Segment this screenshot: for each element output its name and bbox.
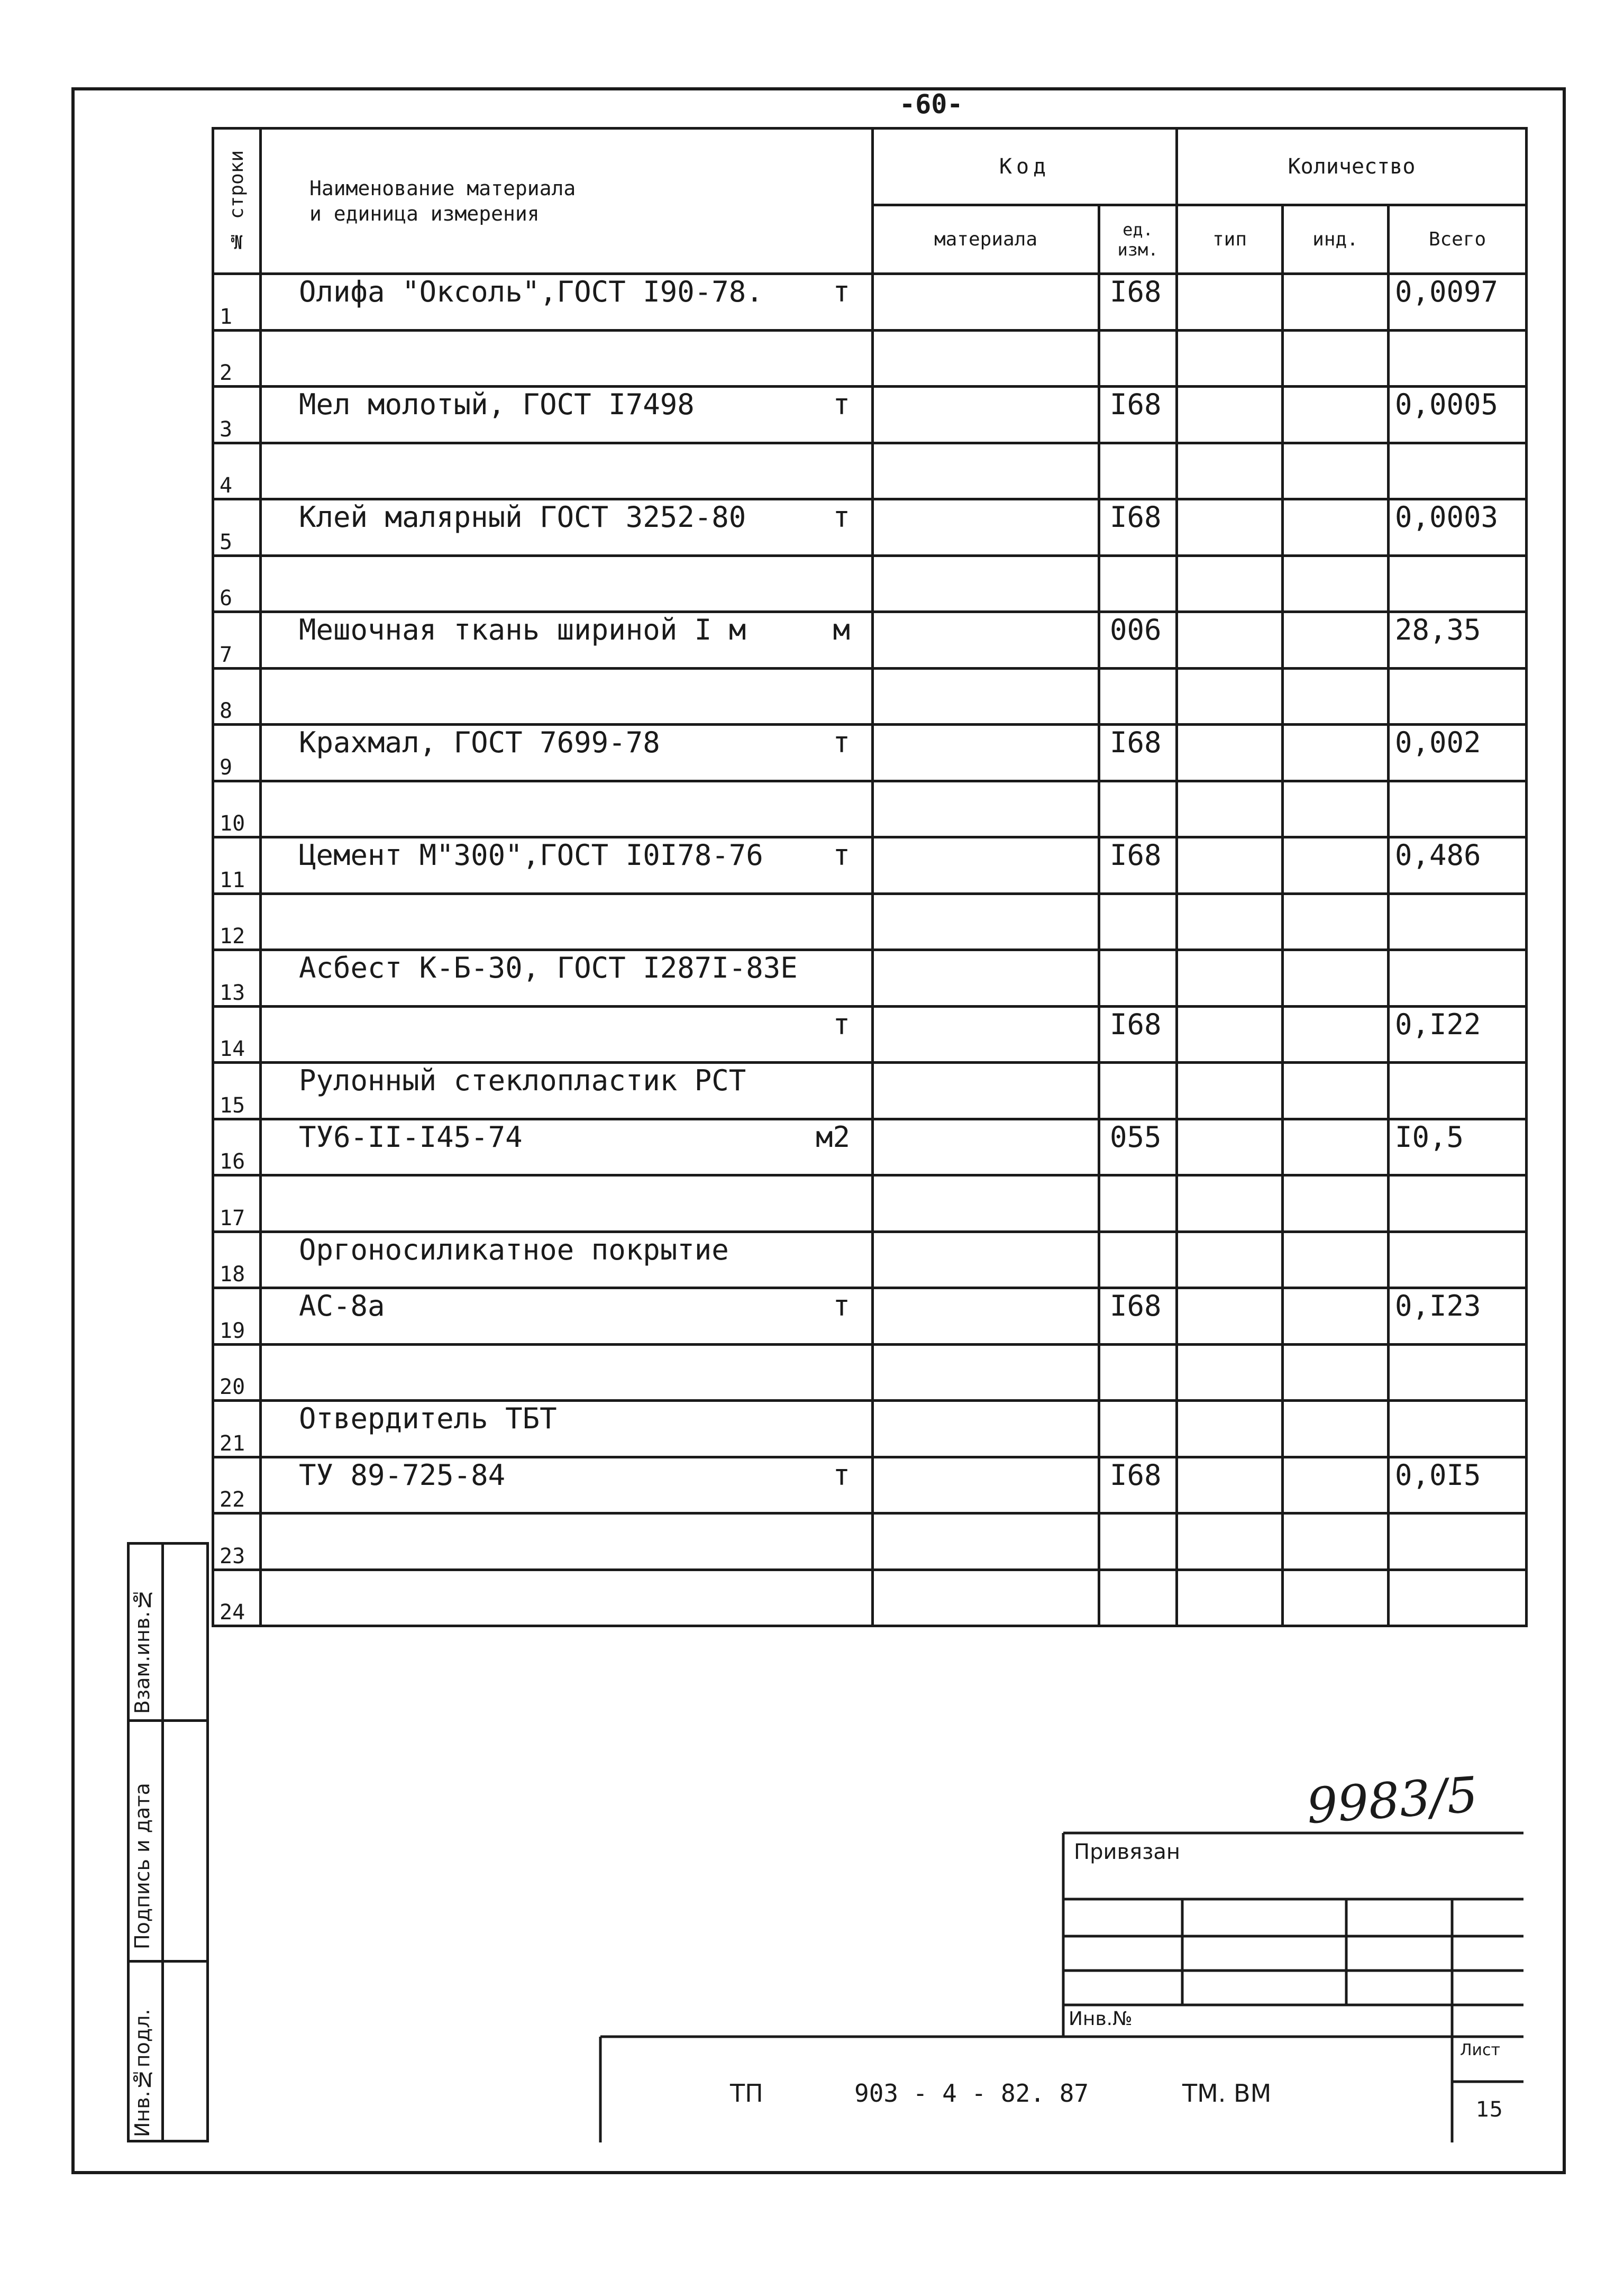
row-number-header: № строки [213,129,261,274]
row-number: 19 [213,1288,261,1345]
material-name: Рулонный стеклопластик РСТ [299,1064,746,1097]
total-qty: 0,I23 [1389,1288,1527,1345]
doc-suffix: ТМ. ВМ [1182,2079,1272,2108]
unit-code: I68 [1099,837,1177,894]
material-name: Мешочная ткань шириной I м [299,613,746,646]
row-number: 9 [213,725,261,781]
row-number: 14 [213,1006,261,1063]
material-unit: т [833,275,850,308]
privyazan-label: Привязан [1074,1840,1181,1864]
row-number: 12 [213,893,261,950]
material-unit: т [833,838,850,872]
row-number: 16 [213,1119,261,1175]
material-code-header: материала [873,205,1099,274]
page-number: -60- [899,89,963,120]
material-name: Цемент М"300",ГОСТ I0I78-76 [299,838,763,872]
total-qty: 0,0005 [1389,387,1527,443]
row-number: 4 [213,443,261,499]
row-number: 13 [213,950,261,1007]
doc-prefix: ТП [730,2079,763,2108]
row-number: 22 [213,1457,261,1513]
material-name-header: Наименование материала и единица измерения [261,129,873,274]
material-name: Оргоносиликатное покрытие [299,1233,729,1266]
unit-code: I68 [1099,274,1177,331]
material-unit: т [833,1458,850,1492]
total-qty: 28,35 [1389,612,1527,669]
total-qty: I0,5 [1389,1119,1527,1175]
unit-code: I68 [1099,387,1177,443]
material-name: Мел молотый, ГОСТ I7498 [299,388,695,421]
row-number: 23 [213,1513,261,1570]
material-name: Асбест К-Б-30, ГОСТ I287I-83Е [299,951,798,984]
row-number: 1 [213,274,261,331]
unit-code: 055 [1099,1119,1177,1175]
material-name: АС-8а [299,1289,385,1323]
row-number: 15 [213,1063,261,1119]
vzam-inv-label: Взам.инв.№ [131,1588,154,1714]
row-number: 2 [213,330,261,387]
total-qty: 0,002 [1389,725,1527,781]
code-group-header: Код [873,129,1177,205]
unit-code-header: ед. изм. [1099,205,1177,274]
total-qty: 0,0097 [1389,274,1527,331]
row-number: 11 [213,837,261,894]
row-number: 3 [213,387,261,443]
material-name: ТУ 89-725-84 [299,1458,506,1492]
material-name: Крахмал, ГОСТ 7699-78 [299,726,660,759]
quantity-group-header: Количество [1177,129,1527,205]
material-name: ТУ6-II-I45-74 [299,1120,523,1154]
inv-podl-label: Инв.№подл. [131,2009,154,2137]
row-number: 21 [213,1401,261,1457]
row-number: 24 [213,1570,261,1626]
unit-code: I68 [1099,725,1177,781]
total-qty: 0,486 [1389,837,1527,894]
sheet-label: Лист [1460,2041,1501,2059]
row-number: 6 [213,555,261,612]
row-number: 18 [213,1232,261,1288]
material-unit: т [833,388,850,421]
unit-code: I68 [1099,1457,1177,1513]
handwritten-number: 9983/5 [1304,1766,1480,1835]
row-number: 7 [213,612,261,669]
unit-code: I68 [1099,499,1177,556]
material-unit: м2 [815,1120,850,1154]
material-name: Олифа "Оксоль",ГОСТ I90-78. [299,275,763,308]
total-qty-header: Всего [1389,205,1527,274]
material-unit: т [833,1289,850,1323]
inv-no-label: Инв.№ [1069,2008,1133,2030]
doc-code: 903 - 4 - 82. 87 [854,2079,1089,2108]
material-unit: м [833,613,850,646]
row-number: 5 [213,499,261,556]
row-number: 20 [213,1344,261,1401]
material-unit: т [833,1007,850,1041]
unit-code: I68 [1099,1288,1177,1345]
row-number: 10 [213,781,261,837]
total-qty: 0,0I5 [1389,1457,1527,1513]
total-qty: 0,I22 [1389,1006,1527,1063]
signature-date-label: Подпись и дата [131,1783,154,1949]
row-number: 8 [213,668,261,725]
total-qty: 0,0003 [1389,499,1527,556]
material-unit: т [833,726,850,759]
ind-qty-header: инд. [1283,205,1389,274]
material-name: Отвердитель ТБТ [299,1402,557,1435]
sheet-number: 15 [1476,2097,1503,2122]
material-name: Клей малярный ГОСТ 3252-80 [299,500,746,534]
row-number: 17 [213,1175,261,1232]
unit-code: I68 [1099,1006,1177,1063]
type-qty-header: тип [1177,205,1283,274]
unit-code: 006 [1099,612,1177,669]
material-unit: т [833,500,850,534]
